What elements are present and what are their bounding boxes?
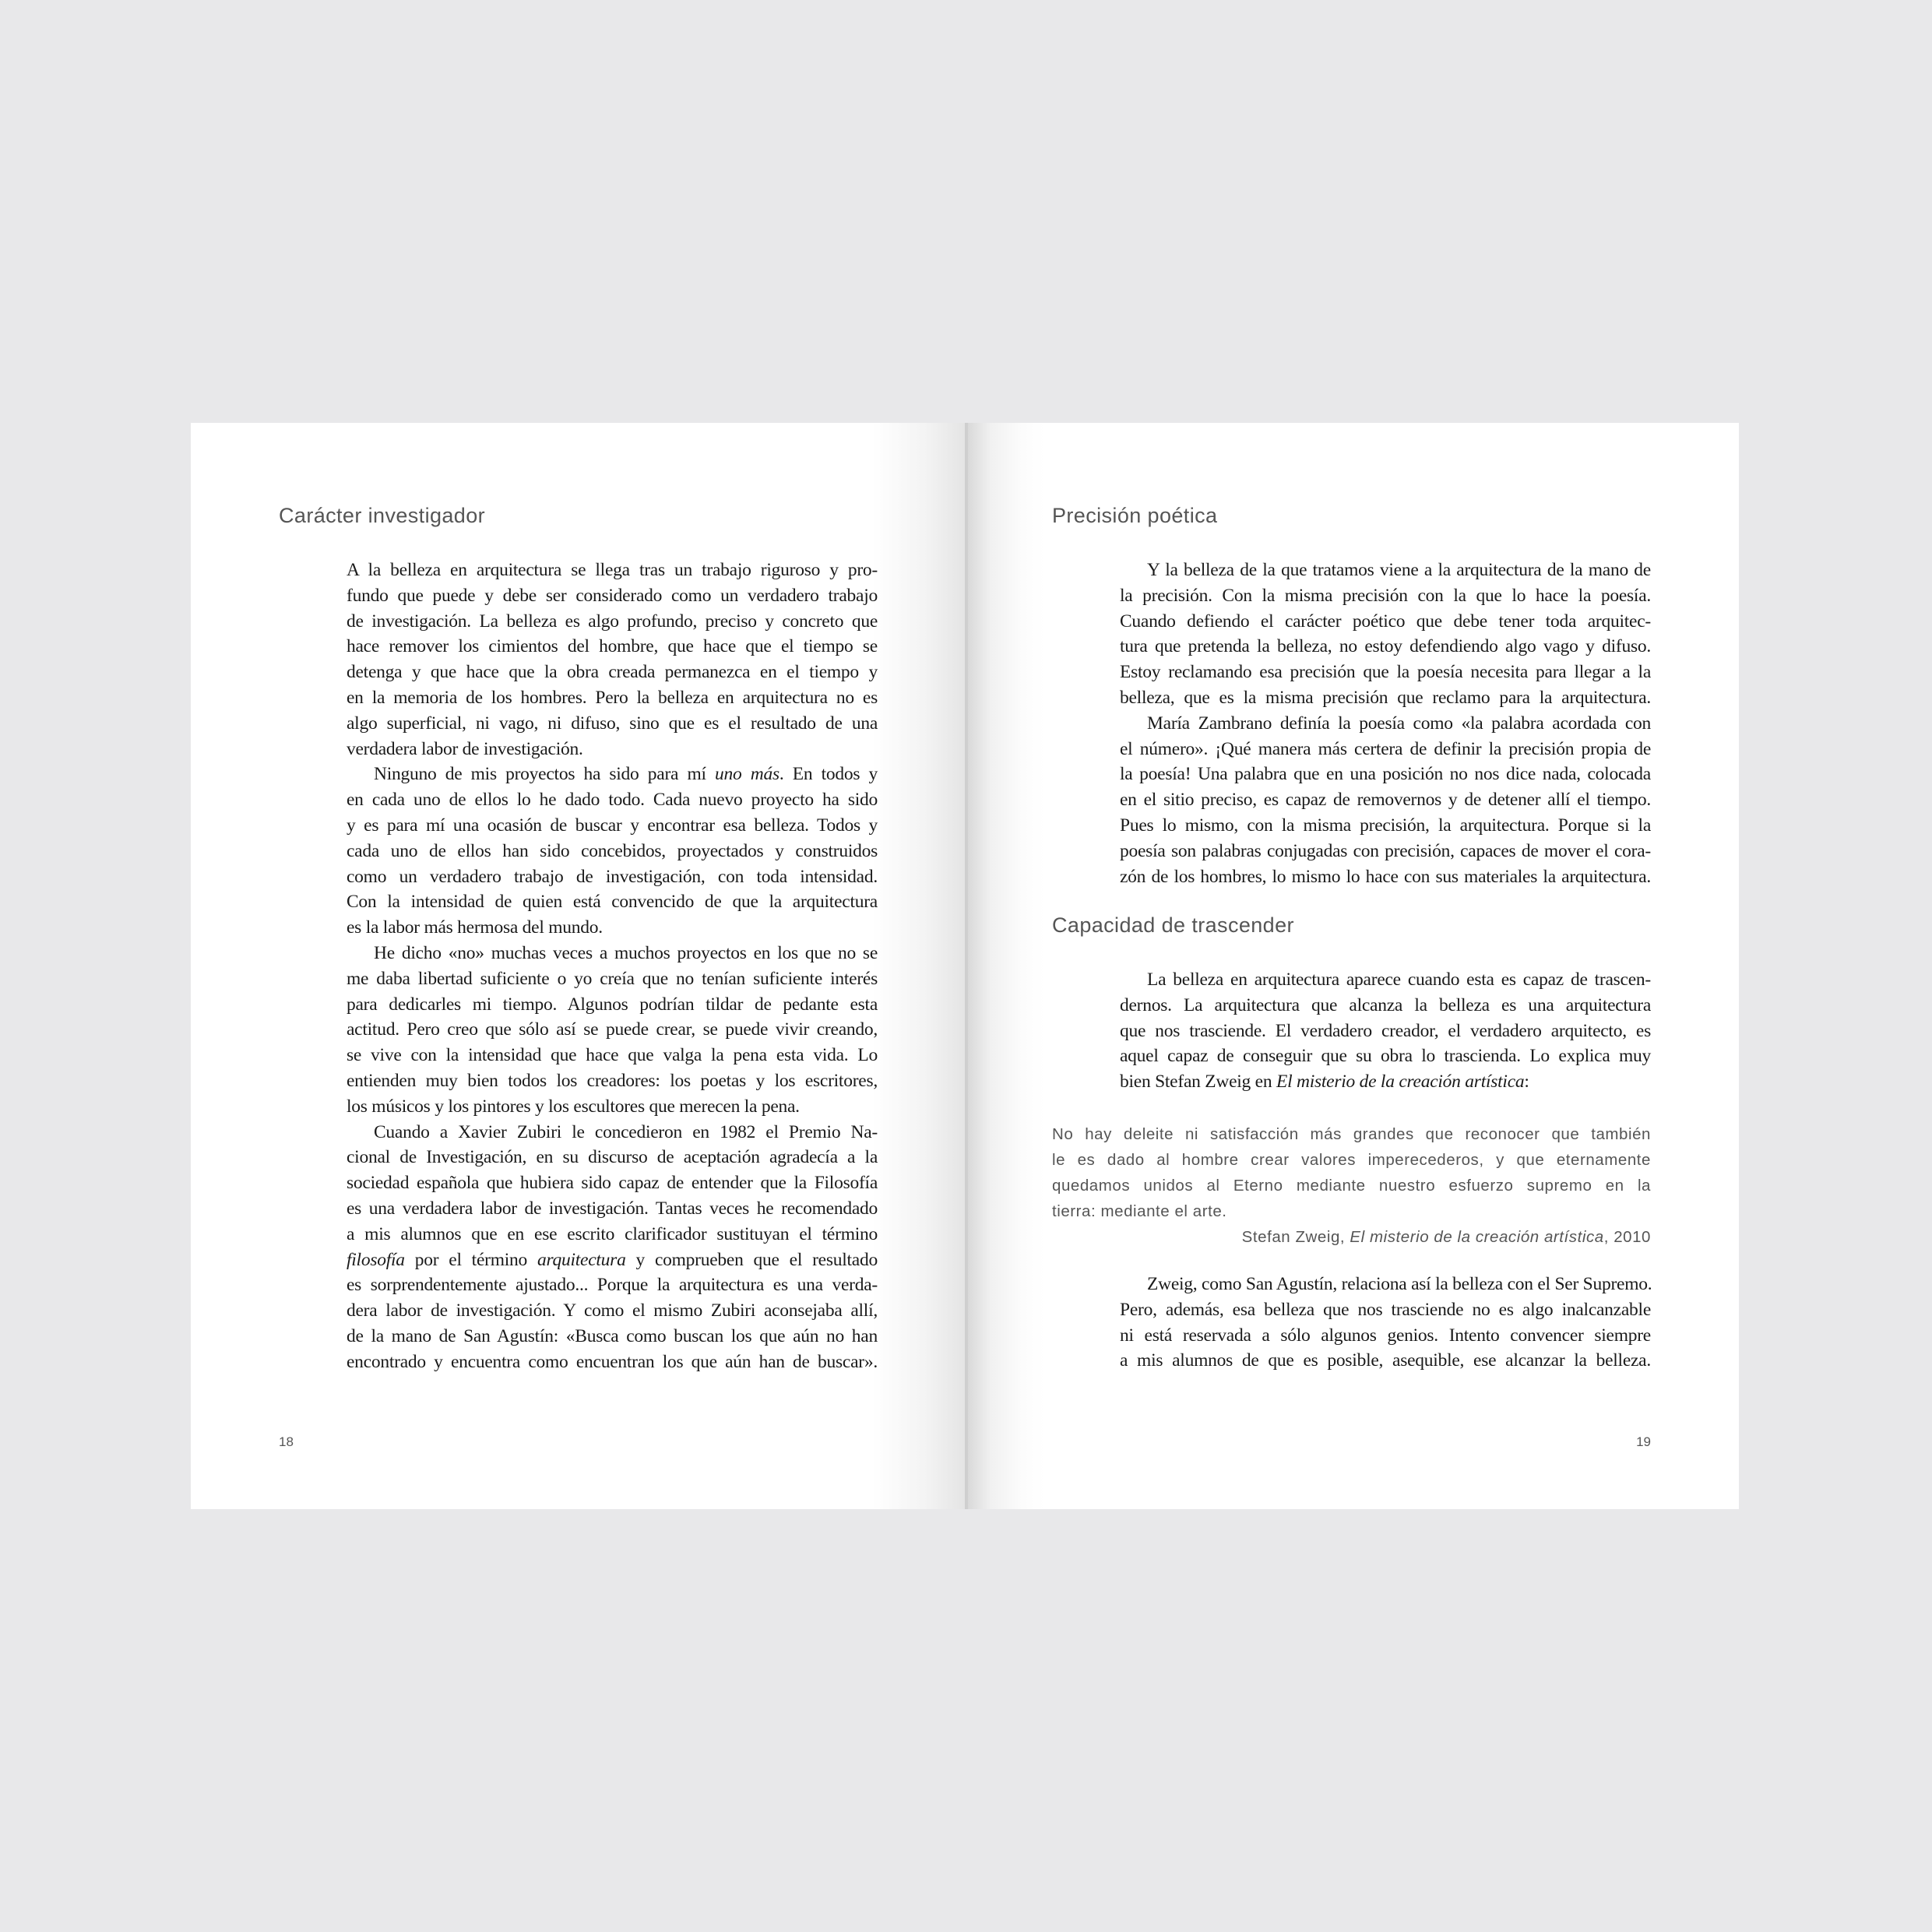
text-segment: bien Stefan Zweig en: [1120, 1072, 1276, 1093]
italic-text: filosofía: [347, 1249, 405, 1270]
text-line: el número». ¡Qué manera más certera de definir la precisión propia de: [1120, 738, 1651, 759]
text-line: poesía son palabras conjugadas con precisión, capaces de mover el cora-: [1120, 840, 1651, 861]
text-segment: y comprueben que el resultado: [625, 1249, 878, 1270]
text-line: de investigación. La belleza es algo profundo, preciso y concreto que: [347, 611, 878, 632]
text-line: María Zambrano definía la poesía como «la palabra acordada con: [1147, 713, 1651, 734]
text-line: Zweig, como San Agustín, relaciona así la belleza con el Ser Supremo.: [1147, 1274, 1652, 1294]
text-line: cada uno de ellos han sido concebidos, proyectados y construidos: [347, 840, 878, 861]
text-line: Y la belleza de la que tratamos viene a la arquitectura de la mano de: [1147, 560, 1651, 580]
text-line: Estoy reclamando esa precisión que la poesía necesita para llegar a la: [1120, 662, 1651, 683]
text-line: es sorprendentemente ajustado... Porque la arquitectura es una verda-: [347, 1275, 878, 1296]
quote-work-title: El misterio de la creación artística: [1350, 1228, 1604, 1246]
text-line: fundo que puede y debe ser considerado como un verdadero trabajo: [347, 585, 878, 606]
text-line: hace remover los cimientos del hombre, que hace que el tiempo se: [347, 636, 878, 657]
text-line: aquel capaz de conseguir que su obra lo trascienda. Lo explica muy: [1120, 1046, 1651, 1067]
text-line: Con la intensidad de quien está convencido de que la arquitectura: [347, 892, 878, 913]
text-line: verdadera labor de investigación.: [347, 738, 583, 759]
text-line: la poesía! Una palabra que en una posición no nos dice nada, colocada: [1120, 764, 1651, 785]
quote-line: quedamos unidos al Eterno mediante nuestro esfuerzo supremo en la: [1052, 1177, 1651, 1195]
page-number-left: 18: [279, 1434, 294, 1449]
text-line: los músicos y los pintores y los escultores que merecen la pena.: [347, 1096, 800, 1117]
text-line: dera labor de investigación. Y como el mismo Zubiri aconsejaba allí,: [347, 1300, 878, 1321]
text-line: me daba libertad suficiente o yo creía que no tenían suficiente interés: [347, 968, 878, 989]
text-segment: . En todos y: [779, 764, 878, 785]
quote-attribution: [1052, 1224, 1651, 1250]
body-text-left: [347, 558, 878, 1375]
text-line: para dedicarles mi tiempo. Algunos podrían tildar de pedante esta: [347, 994, 878, 1015]
text-segment: :: [1524, 1072, 1529, 1093]
text-line: es una verdadera labor de investigación. Tantas veces he recomendado: [347, 1198, 878, 1219]
text-line: La belleza en arquitectura aparece cuando esta es capaz de trascen-: [1147, 970, 1651, 990]
quote-line: tierra: mediante el arte.: [1052, 1202, 1227, 1220]
text-line: y es para mí una ocasión de buscar y encontrar esa belleza. Todos y: [347, 815, 878, 836]
quote-line: le es dado al hombre crear valores imperecederos, y que eternamente: [1052, 1151, 1651, 1169]
section-heading-caracter-investigador: Carácter investigador: [279, 504, 486, 527]
quote-line: No hay deleite ni satisfacción más grandes que reconocer que también: [1052, 1125, 1651, 1143]
quote-author: Stefan Zweig,: [1241, 1228, 1350, 1246]
text-line: Pues lo mismo, con la misma precisión, la arquitectura. Porque si la: [1120, 815, 1651, 836]
text-line: es la labor más hermosa del mundo.: [347, 917, 603, 938]
text-line: dernos. La arquitectura que alcanza la belleza es una arquitectura: [1120, 994, 1651, 1015]
text-line: que nos trasciende. El verdadero creador, el verdadero arquitecto, es: [1120, 1020, 1651, 1041]
text-line: algo superficial, ni vago, ni difuso, sino que es el resultado de una: [347, 713, 878, 734]
text-line: Cuando a Xavier Zubiri le concedieron en 1982 el Premio Na-: [374, 1121, 878, 1142]
text-line: a mis alumnos que en ese escrito clarificador sustituyan el término: [347, 1223, 878, 1244]
text-line: encontrado y encuentra como encuentran los que aún han de buscar».: [347, 1351, 878, 1372]
text-line: sociedad española que hubiera sido capaz de entender que la Filosofía: [347, 1173, 878, 1194]
text-line: la precisión. Con la misma precisión con la que lo hace la poesía.: [1120, 585, 1651, 606]
text-line: [1120, 1069, 1651, 1095]
text-line: Pero, además, esa belleza que nos trasciende no es algo inalcanzable: [1120, 1299, 1651, 1320]
italic-text: El misterio de la creación artística: [1276, 1072, 1525, 1093]
page-number-right: 19: [1636, 1434, 1651, 1449]
body-text-precision: [1120, 558, 1651, 889]
text-line: en cada uno de ellos lo he dado todo. Cada nuevo proyecto ha sido: [347, 790, 878, 811]
section-heading-capacidad-trascender: Capacidad de trascender: [1052, 913, 1294, 937]
text-line: detenga y que hace que la obra creada permanezca en el tiempo y: [347, 662, 878, 683]
text-line: [347, 762, 878, 787]
body-text-zweig: [1120, 1272, 1651, 1374]
text-line: de la mano de San Agustín: «Busca como buscan los que aún no han: [347, 1325, 878, 1346]
text-line: Cuando defiendo el carácter poético que debe tener toda arquitec-: [1120, 611, 1651, 632]
text-line: belleza, que es la misma precisión que reclamo para la arquitectura.: [1120, 687, 1651, 708]
section-heading-precision-poetica: Precisión poética: [1052, 504, 1218, 527]
text-line: actitud. Pero creo que sólo así se puede crear, se puede vivir creando,: [347, 1019, 878, 1040]
text-segment: por el término: [404, 1249, 537, 1270]
text-line: [347, 1248, 878, 1273]
text-line: ni está reservada a sólo algunos genios. Intento convencer siempre: [1120, 1325, 1651, 1346]
text-segment: Ninguno de mis proyectos ha sido para mí: [374, 764, 716, 785]
text-line: He dicho «no» muchas veces a muchos proyectos en los que no se: [374, 942, 878, 963]
text-line: en la memoria de los hombres. Pero la belleza en arquitectura no es: [347, 687, 878, 708]
italic-text: arquitectura: [537, 1249, 626, 1270]
text-line: zón de los hombres, lo mismo lo hace con sus materiales la arquitectura.: [1120, 866, 1651, 887]
body-text-trascender: [1120, 967, 1651, 1095]
text-line: a mis alumnos de que es posible, asequible, ese alcanzar la belleza.: [1120, 1350, 1651, 1371]
text-line: entienden muy bien todos los creadores: los poetas y los escritores,: [347, 1070, 878, 1091]
quote-year: , 2010: [1603, 1228, 1651, 1246]
text-line: A la belleza en arquitectura se llega tras un trabajo riguroso y pro-: [347, 560, 878, 580]
text-line: en el sitio preciso, es capaz de removernos y de detener allí el tiempo.: [1120, 790, 1651, 811]
book-gutter: [965, 423, 968, 1509]
text-line: se vive con la intensidad que hace que valga la pena esta vida. Lo: [347, 1045, 878, 1066]
block-quote: [1052, 1121, 1651, 1250]
text-line: tura que pretenda la belleza, no estoy defendiendo algo vago y difuso.: [1120, 636, 1651, 657]
text-line: como un verdadero trabajo de investigación, con toda intensidad.: [347, 866, 878, 887]
italic-text: uno más: [715, 764, 779, 785]
text-line: cional de Investigación, en su discurso de aceptación agradecía a la: [347, 1147, 878, 1168]
